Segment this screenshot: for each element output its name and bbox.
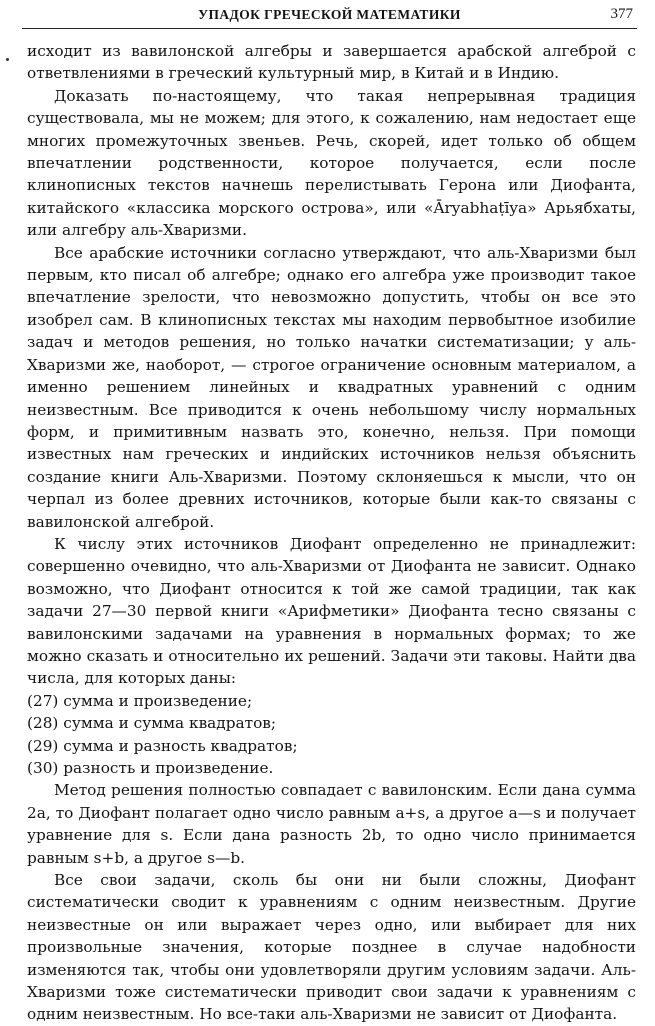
- list-item: (28) сумма и сумма квадратов;: [27, 714, 277, 733]
- running-title: УПАДОК ГРЕЧЕСКОЙ МАТЕМАТИКИ: [198, 7, 461, 22]
- paragraph: Метод решения полностью совпадает с вавилонским. Если дана сумма 2a, то Диофант полагает одно число равным a+s, а другое a—s и получает уравнение для s. Если дана разность 2b, то одно число принимается равным s+b, а другое s—b.: [27, 781, 636, 867]
- paragraph: К числу этих источников Диофант определенно не принадлежит: совершенно очевидно, что аль-Хваризми от Диофанта не зависит. Однако возможно, что Диофант относится к той же самой традиции, так как задачи 27—30 первой книги «Арифметики» Диофанта тесно связаны с вавилонскими задачами на уравнения в нормальных формах; то же можно сказать и относительно их решений. Задачи эти таковы. Найти два числа, для которых даны:: [27, 534, 636, 688]
- list-item: (29) сумма и разность квадратов;: [27, 736, 298, 755]
- list-item: (30) разность и произведение.: [27, 759, 274, 777]
- paragraph-continuation: исходит из вавилонской алгебры и завершается арабской алгеброй с ответвлениями в греческий культурный мир, в Китай и в Индию.: [27, 42, 636, 83]
- paragraph: Все свои задачи, сколь бы они ни были сложны, Диофант систематически сводит к уравнениям с одним неизвестным. Другие неизвестные он или выражает через одно, или выбирает для них произвольные значения, которые позднее в случае надобности изменяются так, чтобы они удовлетворяли другим условиям задачи. Аль-Хваризми тоже систематически приводит свои задачи к уравнениям с одним неизвестным. Но все-таки аль-Хваризми не зависит от Диофанта.: [27, 871, 636, 1024]
- body-text: [27, 40, 636, 1026]
- paragraph: Доказать по-настоящему, что такая непрерывная традиция существовала, мы не можем; для этого, к сожалению, нам недостает еще многих промежуточных звеньев. Речь, скорей, идет только об общем впечатлении родственности, которое получается, если после клинописных текстов начнешь перелистывать Герона или Диофанта, китайского «классика морского острова», или «Āryabhaṭīya» Арьябхаты, или алгебру аль-Хваризми.: [27, 86, 636, 240]
- page-header: [22, 4, 637, 29]
- page-number: 377: [610, 6, 633, 22]
- margin-dot-mark: [6, 58, 9, 61]
- list-item: (27) сумма и произведение;: [27, 691, 253, 710]
- paragraph: Все арабские источники согласно утверждают, что аль-Хваризми был первым, кто писал об алгебре; однако его алгебра уже производит такое впечатление зрелости, что невозможно допустить, чтобы он все это изобрел сам. В клинописных текстах мы находим первобытное изобилие задач и методов решения, но только начатки систематизации; у аль-Хваризми же, наоборот, — строгое ограничение основным материалом, а именно решением линейных и квадратных уравнений с одним неизвестным. Все приводится к очень небольшому числу нормальных форм, и примитивным назвать это, конечно, нельзя. При помощи известных нам греческих и индийских источников нельзя объяснить создание книги Аль-Хваризми. Поэтому склоняешься к мысли, что он черпал из более древних источников, которые были как-то связаны с вавилонской алгеброй.: [27, 243, 636, 531]
